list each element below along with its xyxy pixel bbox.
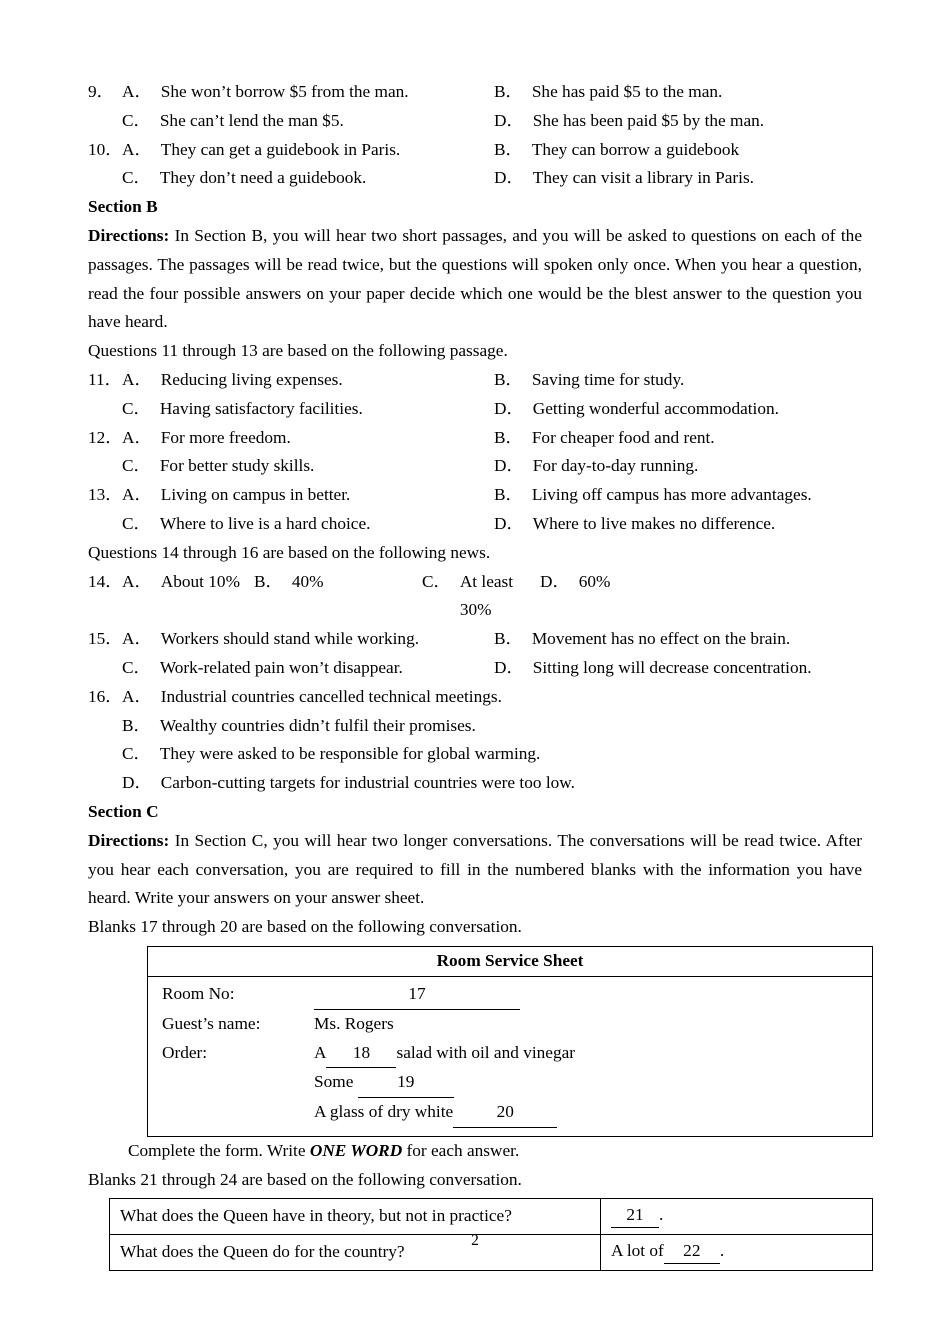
option-c[interactable]	[122, 395, 494, 424]
question-row-11	[88, 366, 862, 395]
option-text-c: Having satisfactory facilities.	[159, 398, 363, 418]
room-no-row	[162, 980, 872, 1010]
option-text-c: They don’t need a guidebook.	[159, 168, 367, 188]
question-number: 12．	[88, 427, 123, 447]
option-text-d: She has been paid $5 by the man.	[532, 110, 765, 130]
option-letter-c: C．	[122, 744, 151, 764]
option-letter-d: D．	[494, 456, 524, 476]
option-letter-b: B．	[494, 629, 523, 649]
option-text-a: They can get a guidebook in Paris.	[160, 139, 401, 159]
table-row	[148, 946, 873, 976]
option-letter-b: B．	[494, 369, 523, 389]
option-a[interactable]	[122, 366, 494, 395]
option-text-b: 40%	[291, 571, 324, 591]
option-text-a: Living on campus in better.	[160, 485, 351, 505]
option-b[interactable]	[494, 78, 722, 107]
option-letter-d: D．	[494, 168, 524, 188]
question-row-16-d	[88, 769, 862, 798]
order-line-3	[314, 1098, 557, 1128]
section-b-directions	[88, 222, 862, 337]
option-b[interactable]	[494, 625, 790, 654]
option-text-a: For more freedom.	[160, 427, 291, 447]
answer-blank-22[interactable]: 22	[664, 1239, 720, 1264]
option-letter-b: B．	[494, 139, 523, 159]
option-c[interactable]	[422, 568, 540, 626]
order-line-2	[314, 1068, 454, 1098]
passage-lead-11-13: Questions 11 through 13 are based on the following passage.	[88, 341, 508, 361]
question-number: 10．	[88, 139, 123, 159]
option-text-d: Sitting long will decrease concentration.	[532, 657, 812, 677]
option-b[interactable]	[254, 568, 422, 597]
option-text-b: They can borrow a guidebook	[531, 139, 740, 159]
question-row-10	[88, 136, 862, 165]
answer-suffix: .	[659, 1205, 664, 1225]
option-a[interactable]	[122, 136, 494, 165]
complete-form-note	[128, 1137, 862, 1166]
question-number: 9．	[88, 82, 114, 101]
answer-blank-21[interactable]: 21	[611, 1203, 659, 1228]
option-letter-b: B．	[254, 571, 283, 591]
option-letter-b: B．	[122, 715, 151, 735]
blanks-lead-17-20: Blanks 17 through 20 are based on the following conversation.	[88, 917, 522, 937]
option-letter-a: A．	[122, 82, 152, 101]
option-text-b: Movement has no effect on the brain.	[531, 629, 791, 649]
option-c[interactable]	[122, 740, 540, 769]
option-letter-c: C．	[422, 571, 451, 591]
directions-text: In Section B, you will hear two short passages, and you will be asked to questions on each of the passages. The passages will be read twice, but the questions will spoken only once. When you hear a question, read the four possible answers on your paper decide which one would be the blest answer to the question you have heard.	[88, 225, 862, 332]
option-c[interactable]	[122, 164, 494, 193]
option-text-b: Wealthy countries didn’t fulfil their promises.	[159, 715, 476, 735]
option-text-b: Living off campus has more advantages.	[531, 485, 812, 505]
option-d[interactable]	[540, 568, 610, 597]
order-prefix: A glass of dry white	[314, 1102, 454, 1122]
queen-answer-1	[601, 1199, 873, 1235]
option-text-b: For cheaper food and rent.	[531, 427, 715, 447]
option-text-c: Where to live is a hard choice.	[159, 513, 371, 533]
option-text-a: Reducing living expenses.	[160, 369, 343, 389]
option-letter-a: A．	[122, 139, 152, 159]
option-c[interactable]	[122, 654, 494, 683]
order-blank-20[interactable]: 20	[453, 1098, 557, 1128]
option-d[interactable]	[494, 452, 698, 481]
option-letter-d: D．	[494, 110, 524, 130]
room-no-blank-17[interactable]: 17	[314, 980, 520, 1010]
option-text-b: Saving time for study.	[531, 369, 685, 389]
option-text-d: Getting wonderful accommodation.	[532, 398, 779, 418]
option-a[interactable]	[122, 683, 502, 712]
question-row-10-second	[88, 164, 862, 193]
option-d[interactable]	[494, 510, 775, 539]
option-letter-a: A．	[122, 485, 152, 505]
directions-label: Directions:	[88, 225, 170, 245]
option-letter-c: C．	[122, 398, 151, 418]
option-letter-d: D．	[122, 773, 152, 793]
order-blank-19[interactable]: 19	[358, 1068, 454, 1098]
option-b[interactable]	[494, 366, 684, 395]
option-text-d: For day-to-day running.	[532, 456, 699, 476]
option-text-a: About 10%	[160, 571, 240, 591]
order-label: Order:	[162, 1042, 208, 1062]
question-row-14	[88, 568, 862, 626]
option-b[interactable]	[494, 424, 715, 453]
option-text-d: 60%	[578, 571, 611, 591]
section-c-heading: Section C	[88, 801, 159, 821]
option-c[interactable]	[122, 107, 494, 136]
guest-name-row	[162, 1010, 872, 1039]
question-row-9-second	[88, 107, 862, 136]
page-content	[88, 78, 862, 1271]
room-service-sheet-body	[148, 976, 873, 1136]
option-d[interactable]	[122, 769, 575, 798]
order-prefix: A	[314, 1042, 327, 1062]
room-service-sheet-title: Room Service Sheet	[148, 946, 873, 976]
option-letter-c: C．	[122, 456, 151, 476]
question-row-16	[88, 683, 862, 712]
option-a[interactable]	[122, 78, 494, 107]
guest-name-value: Ms. Rogers	[314, 1013, 394, 1033]
option-letter-c: C．	[122, 657, 151, 677]
order-blank-18[interactable]: 18	[326, 1039, 396, 1069]
note-suffix: for each answer.	[402, 1140, 520, 1160]
option-text-c: At least 30%	[459, 571, 514, 620]
option-letter-d: D．	[540, 571, 570, 591]
table-row	[148, 976, 873, 1136]
option-d[interactable]	[494, 395, 779, 424]
option-text-b: She has paid $5 to the man.	[531, 82, 723, 101]
section-b-heading: Section B	[88, 197, 158, 217]
option-letter-c: C．	[122, 168, 151, 188]
option-letter-d: D．	[494, 398, 524, 418]
answer-prefix: A lot of	[611, 1241, 664, 1261]
option-letter-c: C．	[122, 513, 151, 533]
question-row-16-c	[88, 740, 862, 769]
option-text-c: For better study skills.	[159, 456, 315, 476]
question-number: 15．	[88, 629, 123, 649]
option-text-a: She won’t borrow $5 from the man.	[160, 82, 409, 101]
order-row-2	[162, 1068, 872, 1098]
option-text-d: Where to live makes no difference.	[532, 513, 776, 533]
option-letter-c: C．	[122, 110, 151, 130]
option-b[interactable]	[122, 712, 476, 741]
option-b[interactable]	[494, 481, 812, 510]
news-lead-14-16: Questions 14 through 16 are based on the following news.	[88, 542, 491, 562]
room-no-label: Room No:	[162, 983, 235, 1003]
option-c[interactable]	[122, 510, 494, 539]
option-a[interactable]	[122, 424, 494, 453]
directions-label: Directions:	[88, 830, 170, 850]
option-b[interactable]	[494, 136, 739, 165]
question-number: 13．	[88, 485, 123, 505]
option-letter-a: A．	[122, 369, 152, 389]
option-c[interactable]	[122, 452, 494, 481]
option-text-c: Work-related pain won’t disappear.	[159, 657, 403, 677]
option-letter-b: B．	[494, 82, 523, 101]
order-prefix: Some	[314, 1072, 354, 1092]
question-number: 14．	[88, 571, 123, 591]
room-service-sheet-table	[147, 946, 873, 1137]
blanks-lead-21-24: Blanks 21 through 24 are based on the following conversation.	[88, 1169, 522, 1189]
question-row-16-b	[88, 712, 862, 741]
order-line-1	[314, 1039, 575, 1069]
option-letter-a: A．	[122, 427, 152, 447]
answer-suffix: .	[719, 1241, 725, 1261]
order-row-3	[162, 1098, 872, 1128]
question-row-12-second	[88, 452, 862, 481]
option-d[interactable]	[494, 164, 754, 193]
note-emphasis: ONE WORD	[309, 1140, 403, 1160]
question-row-12	[88, 424, 862, 453]
option-letter-d: D．	[494, 657, 524, 677]
option-text-d: Carbon-cutting targets for industrial countries were too low.	[160, 773, 575, 793]
option-text-a: Industrial countries cancelled technical meetings.	[160, 686, 502, 706]
option-text-c: They were asked to be responsible for global warming.	[159, 744, 541, 764]
question-row-11-second	[88, 395, 862, 424]
option-a[interactable]	[122, 481, 494, 510]
option-letter-d: D．	[494, 513, 524, 533]
page-number: 2	[471, 1232, 479, 1249]
question-row-13-second	[88, 510, 862, 539]
question-number: 11．	[88, 369, 122, 389]
table-row	[110, 1199, 873, 1235]
question-row-15	[88, 625, 862, 654]
note-prefix: Complete the form. Write	[128, 1140, 310, 1160]
guest-name-label: Guest’s name:	[162, 1013, 261, 1033]
option-letter-b: B．	[494, 427, 523, 447]
queen-question-2: What does the Queen do for the country?	[110, 1235, 601, 1271]
option-d[interactable]	[494, 654, 812, 683]
option-text-a: Workers should stand while working.	[160, 629, 420, 649]
option-letter-a: A．	[122, 571, 152, 591]
section-c-directions	[88, 827, 862, 913]
option-a[interactable]	[122, 625, 494, 654]
option-letter-a: A．	[122, 629, 152, 649]
option-text-c: She can’t lend the man $5.	[159, 110, 344, 130]
question-row-15-second	[88, 654, 862, 683]
option-letter-a: A．	[122, 686, 152, 706]
question-number: 16．	[88, 686, 123, 706]
directions-text: In Section C, you will hear two longer conversations. The conversations will be read twice. After you hear each conversation, you are required to fill in the numbered blanks with the information you have heard. Write your answers on your answer sheet.	[88, 830, 862, 908]
option-text-d: They can visit a library in Paris.	[532, 168, 755, 188]
option-a[interactable]	[122, 568, 254, 597]
option-letter-b: B．	[494, 485, 523, 505]
question-row-13	[88, 481, 862, 510]
order-row-1	[162, 1039, 872, 1069]
question-row-9	[88, 78, 862, 107]
queen-question-1: What does the Queen have in theory, but not in practice?	[110, 1199, 601, 1235]
option-d[interactable]	[494, 107, 764, 136]
order-suffix: salad with oil and vinegar	[396, 1042, 576, 1062]
